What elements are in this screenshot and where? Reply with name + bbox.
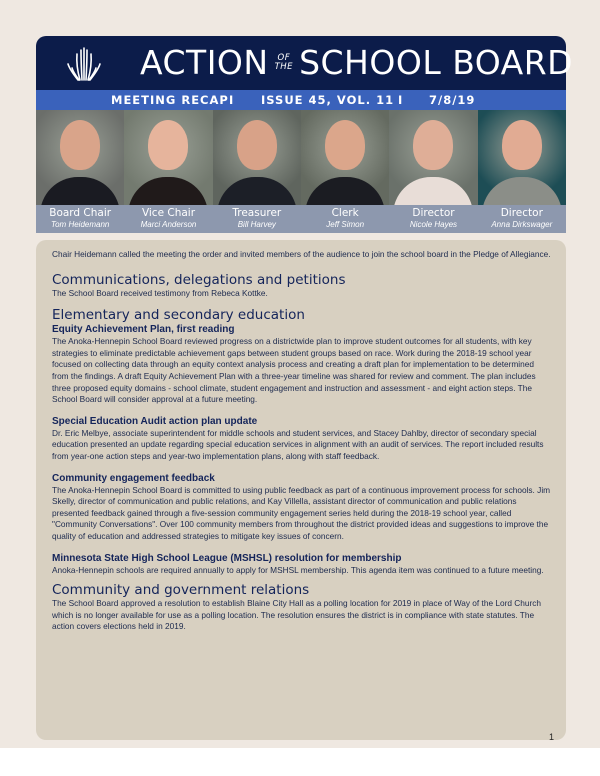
portrait-body (482, 177, 562, 205)
member-name: Marci Anderson (140, 220, 197, 229)
board-member-photo (389, 110, 477, 205)
board-member-label (124, 205, 212, 233)
section-body: The School Board approved a resolution to establish Blaine City Hall as a polling location for 2019 in place of Way of the Lord Church which is no longer available for use as a polling location. The resolution ensures the district is in compliance with state statutes. The action covers elections held in 2019. (52, 598, 542, 632)
board-member-label (478, 205, 566, 233)
section-heading: Communications, delegations and petitions (52, 271, 346, 288)
issue-date: 7/8/19 (429, 93, 476, 107)
member-role: Vice Chair (141, 207, 196, 219)
member-name: Bill Harvey (237, 220, 276, 229)
portrait-head (148, 120, 188, 170)
portrait-head (60, 120, 100, 170)
title-the: THE (274, 62, 294, 72)
portrait-head (502, 120, 542, 170)
title-of: OF (277, 53, 291, 63)
member-role: Director (412, 207, 455, 219)
board-member-photo (301, 110, 389, 205)
section-body: The School Board received testimony from Rebeca Kottke. (52, 287, 268, 298)
member-role: Director (500, 207, 543, 219)
board-member-label (213, 205, 301, 233)
title-school-board: SCHOOL BOARD (299, 43, 574, 82)
board-labels (36, 205, 566, 233)
item-title: Community engagement feedback (52, 472, 215, 484)
member-role: Treasurer (232, 207, 282, 219)
district-logo-icon (64, 44, 104, 84)
recap-label: MEETING RECAP (111, 93, 229, 107)
portrait-head (325, 120, 365, 170)
item-body: Dr. Eric Melbye, associate superintendent for middle schools and student services, and Stacey Dahlby, director of secondary special education presented an update regarding special education services in alignment with an audit of services. The report included results from year-one action steps and year-two implementation plans, along with staff feedback. (52, 427, 544, 461)
portrait-head (237, 120, 277, 170)
item-title: Equity Achievement Plan, first reading (52, 324, 235, 336)
item-body: Anoka-Hennepin schools are required annually to apply for MSHSL membership. This agenda item was continued to a future meeting. (52, 564, 544, 575)
newsletter-title (140, 42, 573, 84)
item-body: The Anoka-Hennepin School Board reviewed progress on a districtwide plan to improve student outcomes for all students, with key strategies to eliminate predictable achievement gaps between student groups based on race. Work during the 2018-19 school year focused on collecting data through an equity context analysis process and creating a draft plan for implementation to be determined from the findings. A draft Equity Achievement Plan with a three-year timeline was shared for review and comment. The plan includes three proposed equity domains - school climate, student engagement and instruction and assessment - and eight action steps. The School Board will consider approval at a future meeting. (52, 336, 536, 405)
board-member-label (301, 205, 389, 233)
portrait-body (128, 177, 208, 205)
title-of-the (275, 54, 293, 72)
separator: I (398, 93, 404, 107)
member-name: Tom Heidemann (50, 220, 110, 229)
board-photos (36, 110, 566, 205)
title-action: ACTION (140, 43, 269, 82)
section-heading: Community and government relations (52, 582, 310, 599)
member-role: Board Chair (49, 207, 112, 219)
member-role: Clerk (331, 207, 359, 219)
section-heading: Elementary and secondary education (52, 307, 305, 324)
portrait-head (413, 120, 453, 170)
board-member-photo (213, 110, 301, 205)
item-title: Minnesota State High School League (MSHSL) resolution for membership (52, 552, 402, 564)
issue-number: ISSUE 45, VOL. 11 (261, 93, 395, 107)
member-name: Jeff Simon (326, 220, 365, 229)
masthead (36, 36, 574, 90)
member-name: Nicole Hayes (409, 220, 458, 229)
page-number: 1 (549, 732, 555, 742)
board-member-label (36, 205, 124, 233)
member-name: Anna Dirkswager (491, 220, 553, 229)
board-member-photo (124, 110, 212, 205)
article-content (52, 249, 552, 633)
board-member-photo (36, 110, 124, 205)
separator: I (229, 93, 235, 107)
board-member-photo (478, 110, 566, 205)
portrait-body (217, 177, 297, 205)
portrait-body (40, 177, 120, 205)
item-body: The Anoka-Hennepin School Board is committed to using public feedback as part of a continuous improvement process for schools. Jim Skelly, director of communication and public relations, and Kay Villella, assistant director of communication and public relations presented feedback gained through a five-session community engagement series held during the 2018-19 school year, called "Community Conversations". Over 100 community members from throughout the district provided ideas and suggestions to improve the quality of education and addressed strategies to mitigate key issues of concern. (52, 484, 551, 541)
intro-paragraph: Chair Heidemann called the meeting the order and invited members of the audience to join the school board in the Pledge of Allegiance. (52, 249, 551, 259)
portrait-body (393, 177, 473, 205)
board-member-label (389, 205, 477, 233)
issue-bar (36, 90, 566, 110)
portrait-body (305, 177, 385, 205)
item-title: Special Education Audit action plan update (52, 415, 258, 427)
